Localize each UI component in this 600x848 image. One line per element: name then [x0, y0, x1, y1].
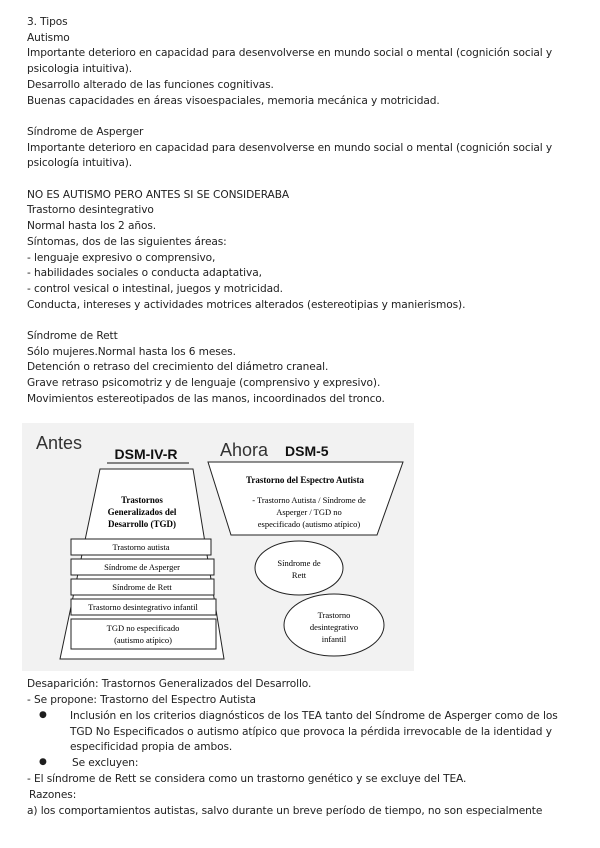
rett-excluded-line: - El síndrome de Rett se considera como un trastorno genético y se excluye del TEA.: [27, 773, 467, 785]
text-line: Buenas capacidades en áreas visoespaciales, memoria mecánica y motricidad.: [27, 94, 440, 107]
rett-oval: [255, 541, 343, 595]
tea-body-3: especificado (autismo atípico): [257, 519, 361, 529]
bullet-dot-1: ●: [39, 710, 47, 720]
tgd-item-box-3: [71, 579, 214, 595]
text-line: NO ES AUTISMO PERO ANTES SI SE CONSIDERABA: [27, 188, 290, 201]
tgd-item-5b: (autismo atípico): [114, 635, 172, 645]
tgd-title-1: Trastornos: [121, 495, 163, 505]
desaparicion-line: Desaparición: Trastornos Generalizados del Desarrollo.: [27, 678, 312, 690]
se-excluyen-line: Se excluyen:: [72, 757, 139, 769]
tgd-item-box-2: [71, 559, 214, 575]
text-line: Normal hasta los 2 años.: [27, 220, 157, 233]
text-line: Conducta, intereses y actividades motrices alterados (estereotipias y manierismos).: [27, 298, 466, 311]
tgd-item-box-1: [71, 539, 211, 555]
text-line: psicologia intuitiva).: [27, 63, 133, 76]
tgd-title-2: Generalizados del: [107, 507, 177, 517]
dsm-iv-label: DSM-IV-R: [114, 446, 178, 462]
tgd-item-4: Trastorno desintegrativo infantil: [88, 602, 198, 612]
tgd-item-3: Síndrome de Rett: [112, 582, 172, 592]
rett-label-2: Rett: [291, 570, 307, 580]
text-line: Síntomas, dos de las siguientes áreas:: [27, 235, 227, 248]
inclusion-line-3: especificidad propia de ambos.: [70, 741, 233, 753]
desint-label-2: desintegrativo: [309, 622, 359, 632]
text-line: Síndrome de Asperger: [27, 125, 144, 138]
text-line: - lenguaje expresivo o comprensivo,: [27, 251, 216, 264]
text-line: Grave retraso psicomotriz y de lenguaje (comprensivo y expresivo).: [27, 377, 381, 390]
text-line: Sólo mujeres.Normal hasta los 6 meses.: [27, 345, 236, 358]
inclusion-line-2: TGD No Especificados o autismo atípico que provoca la pérdida irrevocable de la identidad y: [70, 726, 552, 738]
antes-label: Antes: [36, 433, 83, 453]
text-line: Detención o retraso del crecimiento del diámetro craneal.: [27, 361, 329, 374]
tgd-title-3: Desarrollo (TGD): [107, 519, 177, 529]
tgd-item-1: Trastorno autista: [112, 542, 170, 552]
tgd-item-2: Síndrome de Asperger: [104, 562, 180, 572]
bullet-dot-2: ●: [39, 757, 47, 767]
tgd-item-box-4: [71, 599, 216, 615]
desint-label-3: infantil: [321, 634, 347, 644]
rett-label-1: Síndrome de: [277, 558, 321, 568]
text-line: psicología intuitiva).: [27, 157, 133, 170]
tea-body-2: Asperger / TGD no: [276, 507, 342, 517]
text-line: Autismo: [27, 31, 70, 44]
se-propone-line: - Se propone: Trastorno del Espectro Autista: [27, 694, 256, 706]
text-line: - habilidades sociales o conducta adaptativa,: [27, 267, 262, 280]
tea-body-1: - Trastorno Autista / Síndrome de: [252, 495, 366, 505]
text-line: Importante deterioro en capacidad para desenvolverse en mundo social o mental (cognición social y: [27, 47, 553, 60]
text-line: Síndrome de Rett: [27, 330, 118, 342]
dsm-comparison-figure: [22, 423, 414, 671]
tea-title: Trastorno del Espectro Autista: [246, 475, 364, 485]
inclusion-line-1: Inclusión en los criterios diagnósticos de los TEA tanto del Síndrome de Asperger como de los: [70, 710, 558, 722]
reason-a-line: a) los comportamientos autistas, salvo durante un breve período de tiempo, no son especialmente: [27, 805, 543, 817]
text-line: Trastorno desintegrativo: [27, 204, 154, 217]
dsm-5-label: DSM-5: [285, 443, 329, 459]
razones-line: Razones:: [29, 789, 77, 801]
text-line: Desarrollo alterado de las funciones cognitivas.: [27, 78, 274, 91]
tgd-item-5a: TGD no especificado: [106, 623, 180, 633]
text-line: Movimientos estereotipados de las manos, incoordinados del tronco.: [27, 392, 385, 405]
text-line: - control vesical o intestinal, juegos y motricidad.: [27, 282, 283, 295]
text-line: Importante deterioro en capacidad para desenvolverse en mundo social o mental (cognición social y: [27, 141, 553, 154]
tgd-item-box-5: [71, 619, 216, 649]
desint-label-1: Trastorno: [317, 610, 351, 620]
ahora-label: Ahora: [220, 440, 269, 460]
text-line: 3. Tipos: [27, 16, 68, 28]
